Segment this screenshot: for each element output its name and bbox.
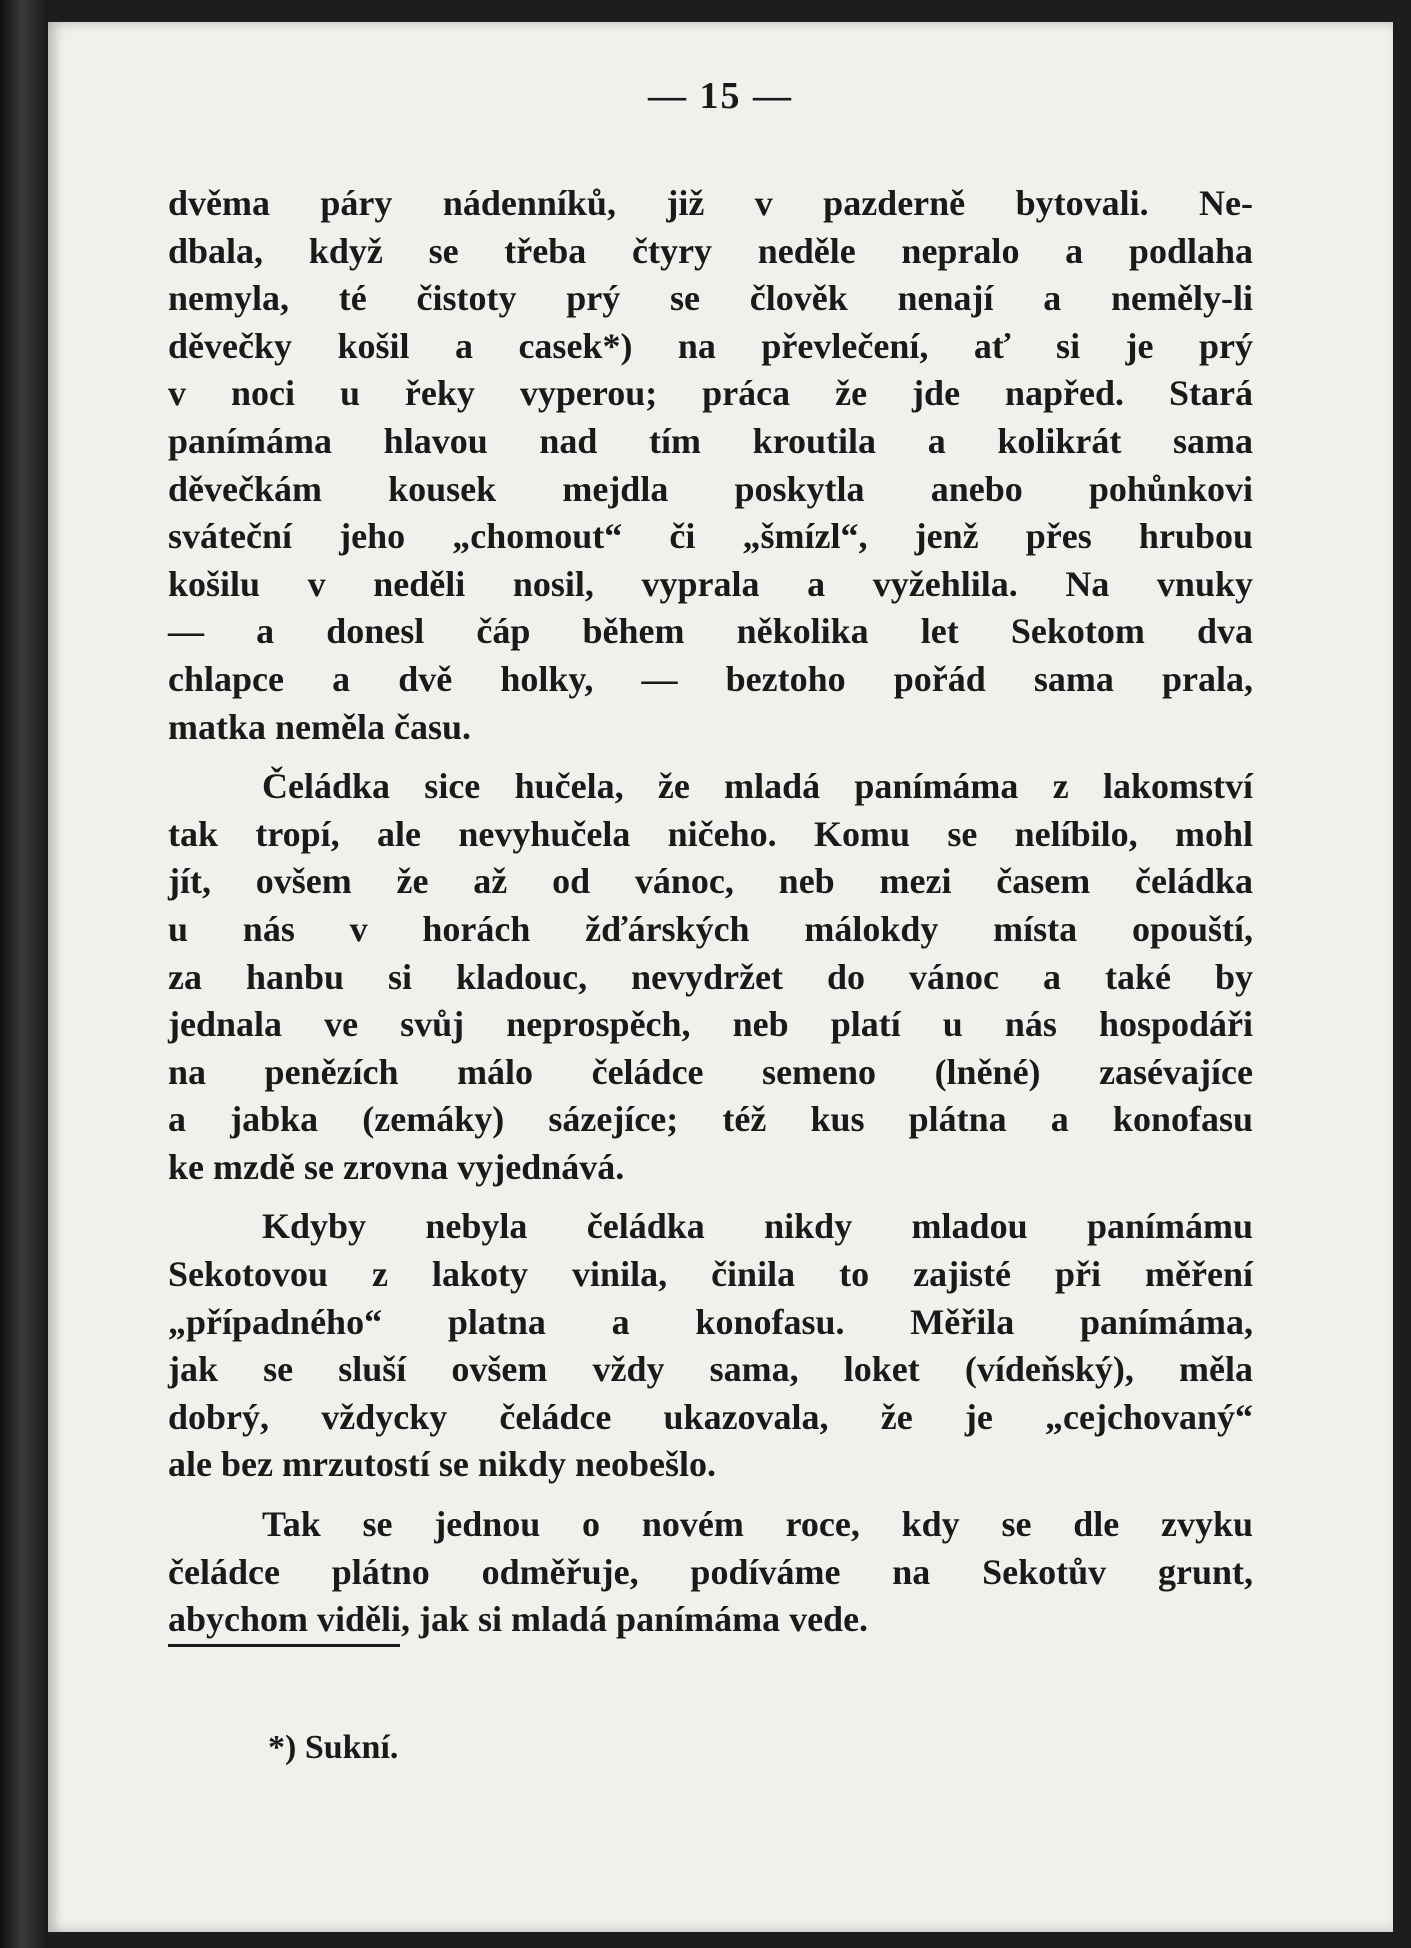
text-line: tak tropí, ale nevyhučela ničeho. Komu se nelíbilo, mohl [168, 813, 1253, 854]
text-line: jednala ve svůj neprospěch, neb platí u nás hospodáři [168, 1004, 1253, 1045]
text-line: sváteční jeho „chomout“ či „šmízl“, jenž přes hrubou [168, 516, 1253, 557]
text-line: Tak se jednou o novém roce, kdy se dle zvyku [262, 1504, 1253, 1545]
page-body [168, 180, 1253, 1656]
text-line: dbala, když se třeba čtyry neděle nepralo a podlaha [168, 230, 1253, 271]
text-line: a jabka (zemáky) sázejíce; též kus plátna a konofasu [168, 1099, 1253, 1140]
text-line: matka neměla času. [168, 706, 471, 747]
text-line: dvěma páry nádenníků, již v pazderně bytovali. Ne- [168, 183, 1253, 223]
text-line: Čeládka sice hučela, že mladá panímáma z lakomství [262, 766, 1253, 807]
text-line: abychom viděli, jak si mladá panímáma vede. [168, 1599, 869, 1640]
footnote: *) Sukní. [268, 1729, 399, 1766]
text-line: Kdyby nebyla čeládka nikdy mladou panímámu [262, 1206, 1253, 1247]
text-line: — a donesl čáp během několika let Sekotom dva [168, 611, 1253, 652]
text-line: u nás v horách žďárských málokdy místa opouští, [168, 908, 1253, 949]
text-line: za hanbu si kladouc, nevydržet do vánoc a také by [168, 956, 1253, 997]
text-line: Sekotovou z lakoty vinila, činila to zajisté při měření [168, 1254, 1253, 1295]
text-line: jít, ovšem že až od vánoc, neb mezi časem čeládka [168, 861, 1253, 902]
text-line: čeládce plátno odměřuje, podíváme na Sekotův grunt, [168, 1551, 1253, 1592]
footnote-separator [168, 1644, 400, 1647]
book-page [48, 22, 1393, 1932]
paragraph-4 [168, 1501, 1253, 1644]
paragraph-1 [168, 180, 1253, 751]
text-line: na penězích málo čeládce semeno (lněné) zasévajíce [168, 1051, 1253, 1092]
text-line: děvečkám kousek mejdla poskytla anebo pohůnkovi [168, 468, 1253, 509]
text-line: dobrý, vždycky čeládce ukazovala, že je „cejchovaný“ [168, 1396, 1253, 1437]
text-line: košilu v neděli nosil, vyprala a vyžehlila. Na vnuky [168, 563, 1253, 604]
text-line: děvečky košil a casek*) na převlečení, ať si je prý [168, 325, 1253, 366]
text-line: jak se sluší ovšem vždy sama, loket (vídeňský), měla [168, 1349, 1253, 1390]
text-line: nemyla, té čistoty prý se člověk nenají a neměly-li [168, 278, 1253, 319]
text-line: „případného“ platna a konofasu. Měřila panímáma, [168, 1301, 1253, 1342]
text-line: panímáma hlavou nad tím kroutila a kolikrát sama [168, 420, 1253, 461]
book-binding-edge [0, 0, 48, 1948]
text-line: ale bez mrzutostí se nikdy neobešlo. [168, 1444, 716, 1485]
paragraph-2 [168, 763, 1253, 1191]
paragraph-3 [168, 1203, 1253, 1489]
page-number: — 15 — [648, 75, 793, 117]
text-line: chlapce a dvě holky, — beztoho pořád sama prala, [168, 658, 1253, 699]
text-line: v noci u řeky vyperou; práca že jde napřed. Stará [168, 373, 1253, 414]
text-line: ke mzdě se zrovna vyjednává. [168, 1146, 625, 1187]
